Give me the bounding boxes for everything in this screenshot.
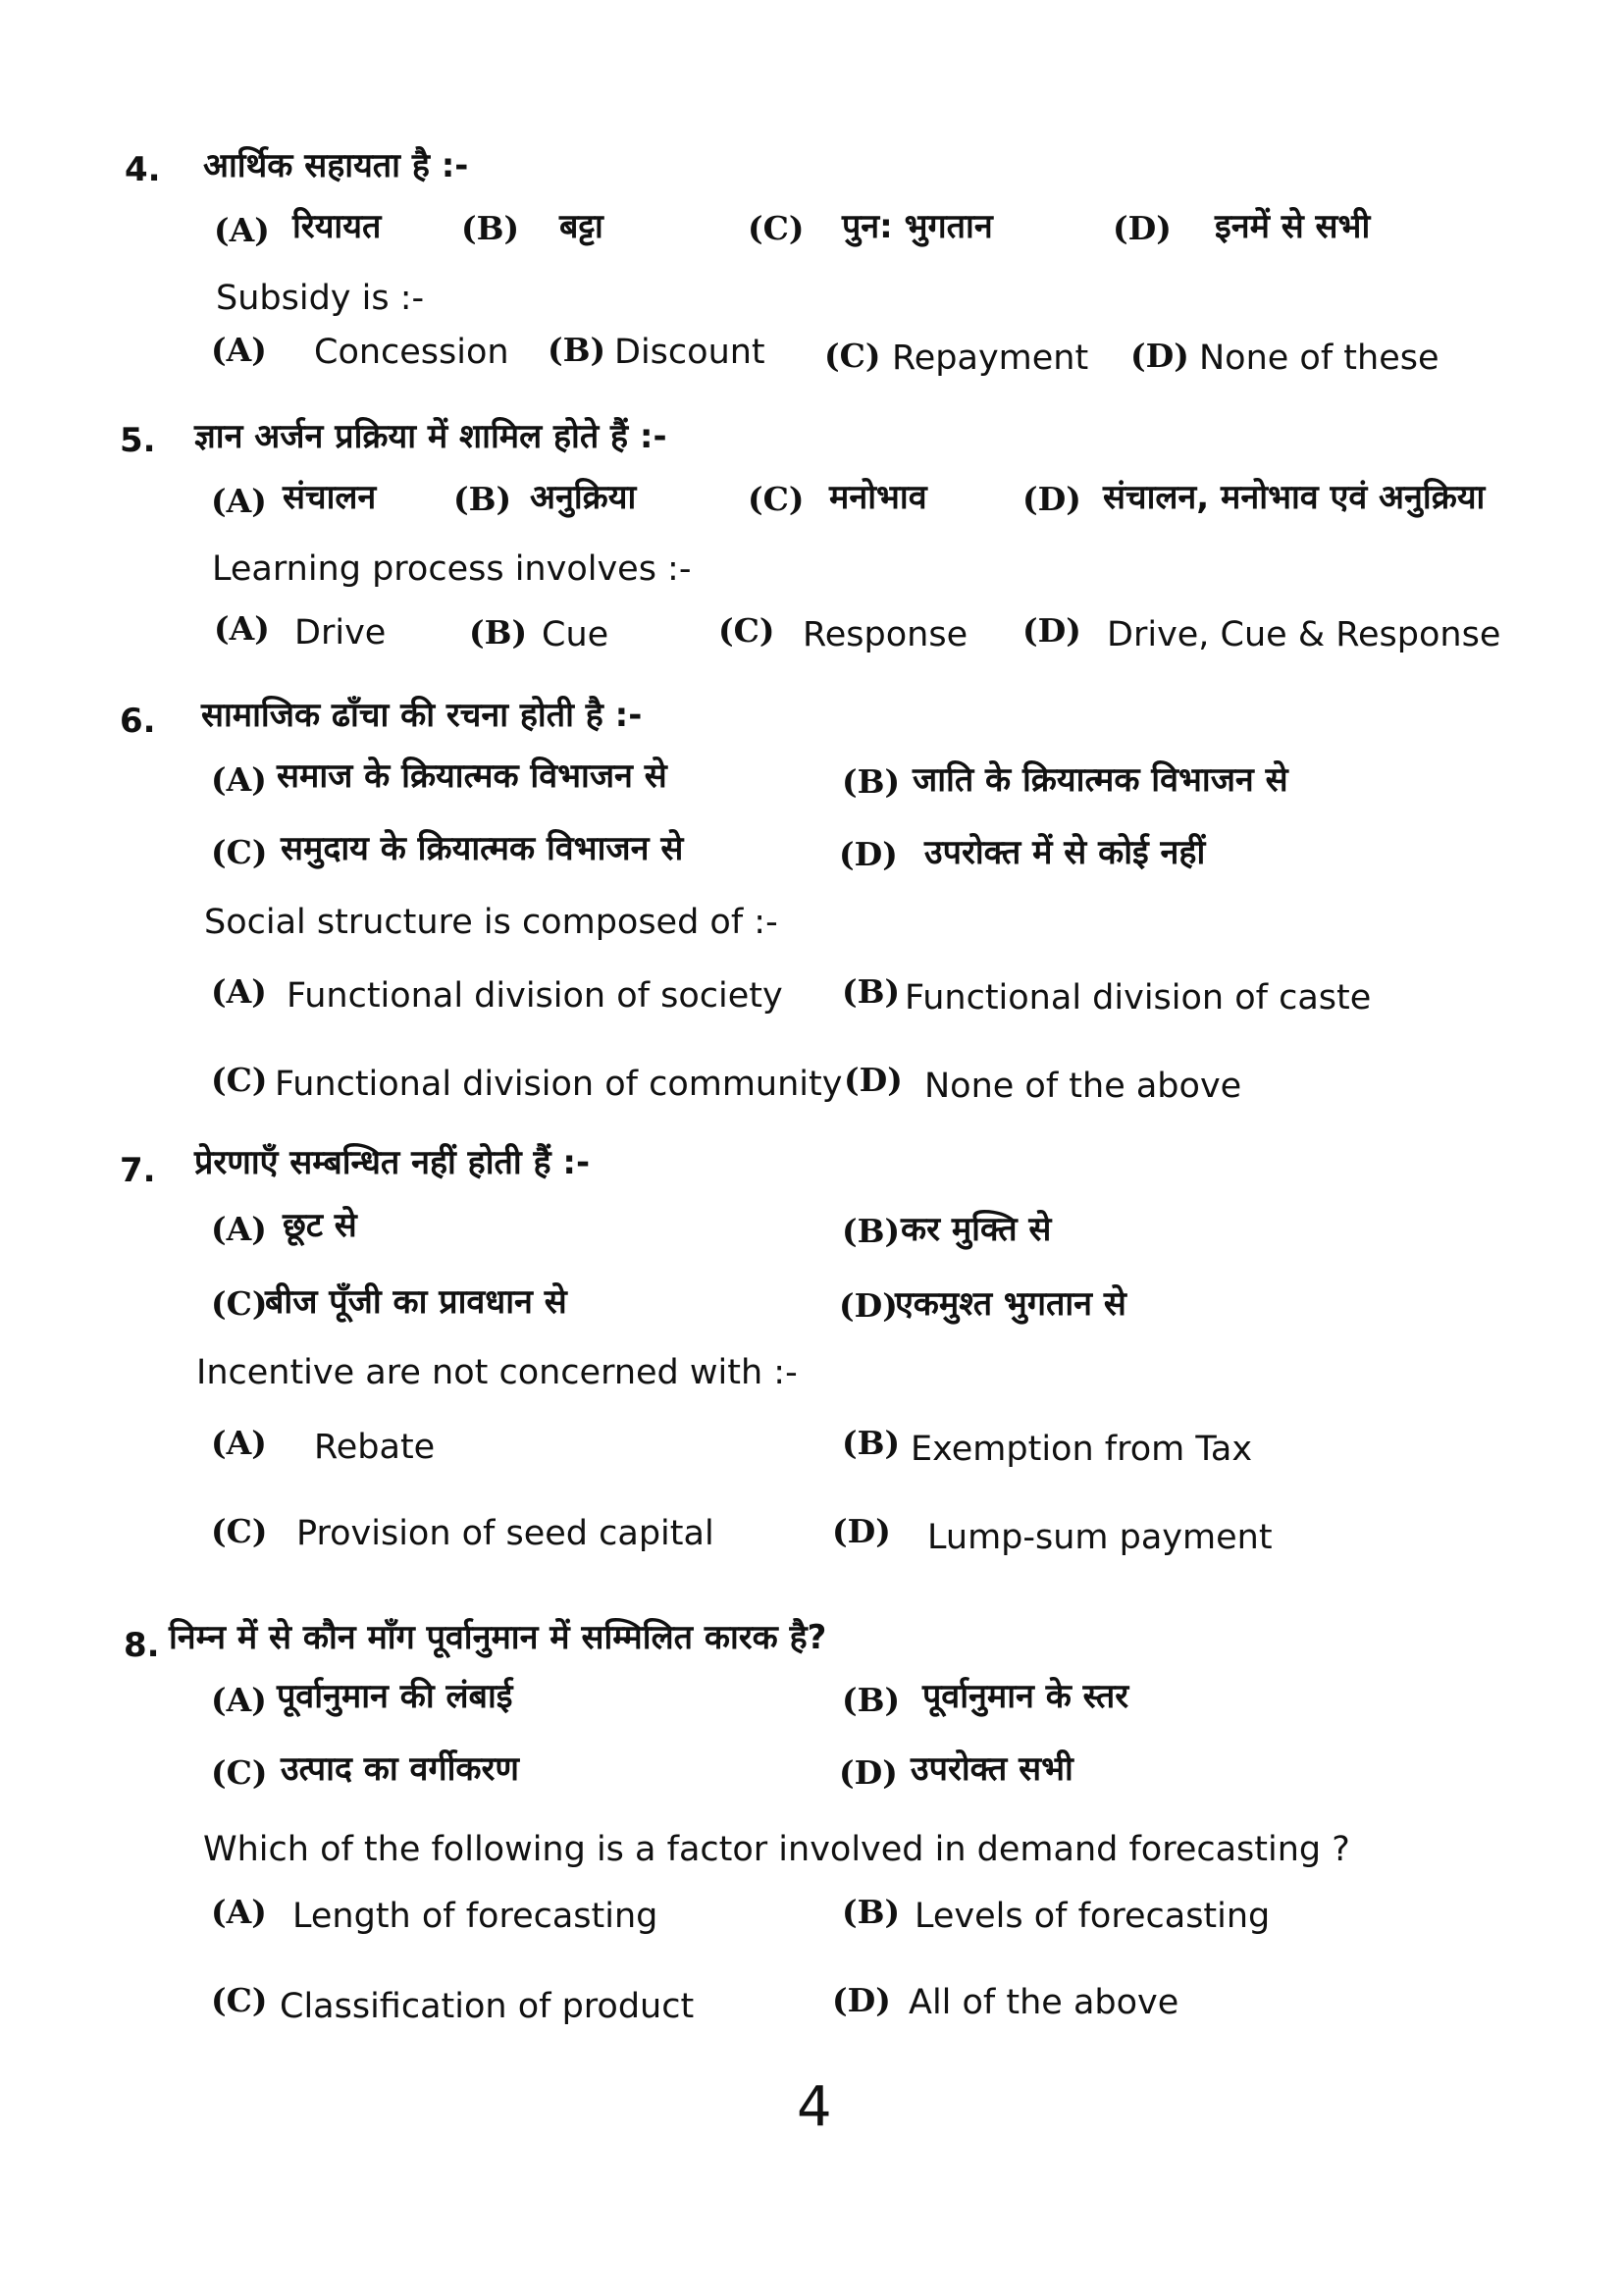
option-text-a: छूट से	[283, 1206, 357, 1245]
option-text-b: कर मुक्ति से	[901, 1210, 1052, 1249]
option-label-d: (D)	[1022, 611, 1081, 650]
option-text-c: Functional division of community	[275, 1065, 843, 1104]
question-number: 4.	[125, 150, 161, 189]
question-text-hindi: सामाजिक ढाँचा की रचना होती है :-	[201, 696, 643, 735]
question-number: 7.	[120, 1151, 156, 1190]
option-label-d: (D)	[839, 835, 898, 873]
question-text-hindi: आर्थिक सहायता है :-	[203, 146, 469, 185]
question-text-english: Learning process involves :-	[212, 549, 692, 589]
option-text-a: संचालन	[283, 478, 377, 517]
option-text-a: पूर्वानुमान की लंबाई	[277, 1677, 513, 1716]
option-text-c: मनोभाव	[829, 478, 927, 517]
option-text-c: Classification of product	[280, 1987, 695, 2026]
option-label-a: (A)	[214, 609, 270, 648]
option-text-a: Drive	[294, 613, 387, 652]
option-text-a: Rebate	[314, 1428, 436, 1467]
option-label-d: (D)	[1113, 209, 1172, 247]
question-number: 8.	[124, 1626, 160, 1665]
option-text-d: Drive, Cue & Response	[1107, 615, 1501, 654]
option-label-b: (B)	[842, 762, 901, 801]
option-text-c: Provision of seed capital	[296, 1514, 714, 1553]
option-label-c: (C)	[211, 833, 268, 871]
option-label-c: (C)	[211, 1512, 268, 1550]
option-text-d: None of the above	[924, 1067, 1242, 1106]
option-label-d: (D)	[1022, 480, 1081, 518]
option-text-b: Functional division of caste	[905, 978, 1372, 1018]
question-text-hindi: प्रेरणाएँ सम्बन्धित नहीं होती हैं :-	[194, 1143, 591, 1182]
option-label-c: (C)	[718, 611, 775, 650]
option-label-c: (C)	[824, 337, 881, 375]
option-label-c: (C)	[211, 1753, 268, 1792]
option-text-b: पूर्वानुमान के स्तर	[922, 1677, 1129, 1716]
option-label-a: (A)	[211, 972, 267, 1011]
option-label-b: (B)	[453, 480, 512, 518]
option-label-b: (B)	[842, 1212, 901, 1250]
option-text-c: Repayment	[892, 339, 1089, 378]
option-text-c: बीज पूँजी का प्रावधान से	[265, 1282, 567, 1322]
option-label-a: (A)	[211, 1424, 267, 1462]
question-text-english: Incentive are not concerned with :-	[196, 1353, 798, 1392]
option-text-a: समाज के क्रियात्मक विभाजन से	[277, 757, 667, 796]
option-text-c: उत्पाद का वर्गीकरण	[281, 1749, 520, 1789]
option-label-d: (D)	[844, 1061, 903, 1099]
option-text-d: Lump-sum payment	[927, 1518, 1273, 1557]
option-label-d: (D)	[832, 1512, 891, 1550]
option-text-d: एकमुश्त भुगतान से	[895, 1284, 1126, 1324]
option-text-d: उपरोक्त में से कोई नहीं	[924, 833, 1206, 872]
option-label-a: (A)	[211, 331, 267, 369]
question-text-english: Which of the following is a factor involved in demand forecasting ?	[203, 1830, 1350, 1869]
option-label-d: (D)	[832, 1981, 891, 2019]
option-label-b: (B)	[842, 1681, 901, 1719]
option-label-b: (B)	[469, 613, 528, 652]
option-text-c: समुदाय के क्रियात्मक विभाजन से	[281, 829, 684, 868]
option-label-d: (D)	[1130, 337, 1189, 375]
option-label-b: (B)	[548, 331, 606, 369]
option-label-a: (A)	[214, 211, 270, 249]
option-text-b: जाति के क्रियात्मक विभाजन से	[913, 760, 1288, 800]
option-label-c: (C)	[748, 480, 805, 518]
option-label-c: (C)	[211, 1284, 268, 1323]
option-text-b: अनुक्रिया	[530, 478, 637, 517]
option-label-a: (A)	[211, 1893, 267, 1931]
option-label-c: (C)	[748, 209, 805, 247]
option-text-b: Cue	[542, 615, 609, 654]
option-text-d: None of these	[1199, 339, 1439, 378]
question-text-english: Social structure is composed of :-	[204, 903, 778, 942]
option-text-c: पुन: भुगतान	[842, 207, 993, 246]
option-text-c: Response	[803, 615, 968, 654]
option-text-d: संचालन, मनोभाव एवं अनुक्रिया	[1103, 478, 1486, 517]
option-label-d: (D)	[839, 1286, 898, 1325]
option-text-a: Functional division of society	[287, 976, 783, 1016]
option-label-a: (A)	[211, 482, 267, 520]
question-text-english: Subsidy is :-	[216, 279, 425, 318]
option-label-b: (B)	[842, 1424, 901, 1462]
option-text-d: All of the above	[909, 1983, 1179, 2022]
option-text-d: उपरोक्त सभी	[911, 1749, 1073, 1789]
option-label-b: (B)	[842, 1893, 901, 1931]
question-text-hindi: ज्ञान अर्जन प्रक्रिया में शामिल होते हैं :-	[194, 417, 667, 456]
option-text-a: Concession	[314, 333, 509, 372]
option-label-c: (C)	[211, 1981, 268, 2019]
option-text-b: Levels of forecasting	[915, 1897, 1271, 1936]
option-text-b: बट्टा	[559, 207, 603, 246]
option-text-b: Exemption from Tax	[911, 1430, 1253, 1469]
option-label-b: (B)	[842, 972, 901, 1011]
question-number: 6.	[120, 702, 156, 741]
option-label-a: (A)	[211, 760, 267, 799]
question-number: 5.	[120, 421, 156, 460]
option-text-a: रियायत	[292, 207, 382, 246]
option-label-a: (A)	[211, 1210, 267, 1248]
option-text-a: Length of forecasting	[292, 1897, 658, 1936]
option-label-b: (B)	[461, 209, 520, 247]
page-number: 4	[797, 2075, 832, 2139]
option-label-a: (A)	[211, 1681, 267, 1719]
question-text-hindi: निम्न में से कौन माँग पूर्वानुमान में सम्मिलित कारक है?	[169, 1618, 827, 1657]
option-text-d: इनमें से सभी	[1215, 207, 1371, 246]
option-label-d: (D)	[839, 1753, 898, 1792]
option-label-c: (C)	[211, 1061, 268, 1099]
option-text-b: Discount	[614, 333, 765, 372]
